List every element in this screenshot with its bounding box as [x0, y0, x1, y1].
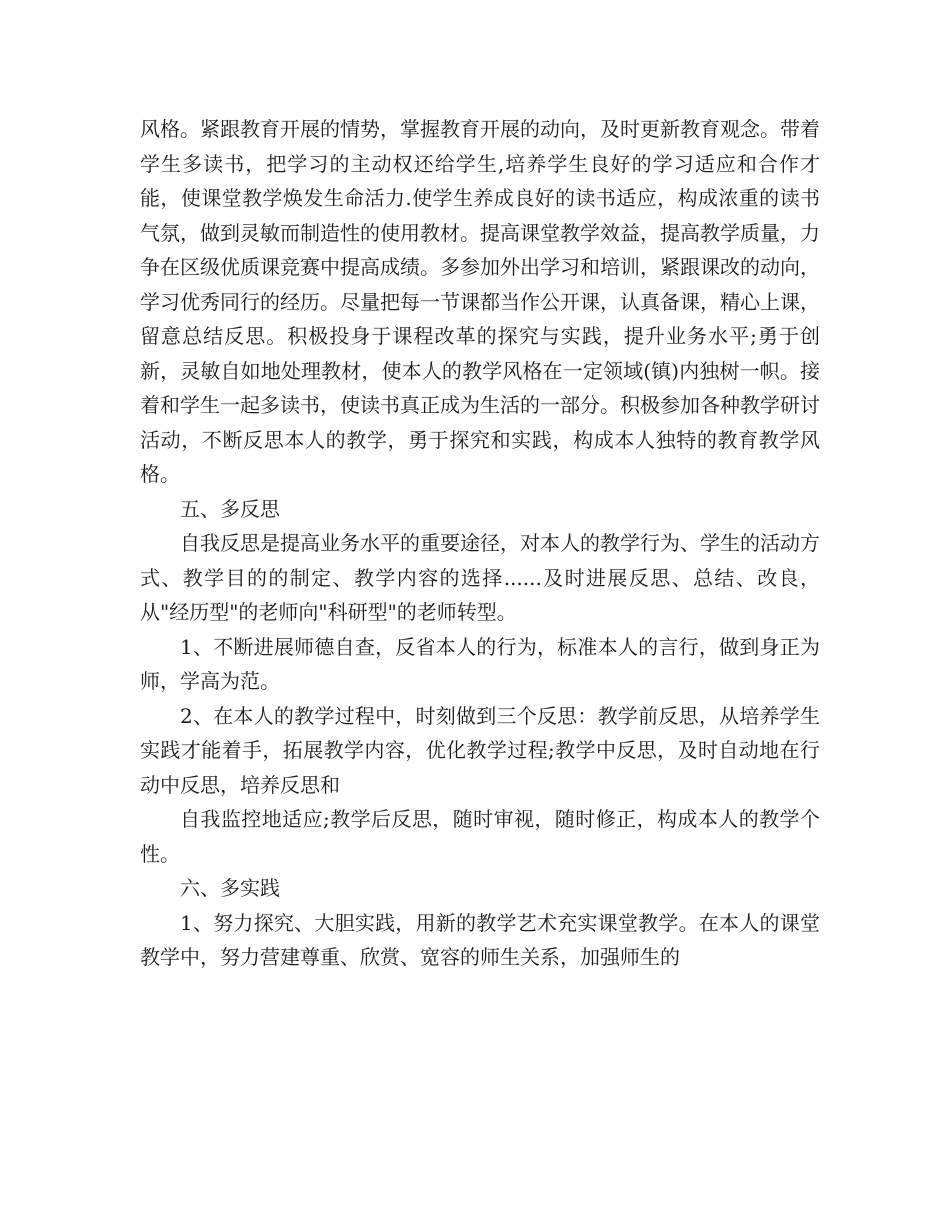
document-page [140, 112, 820, 975]
paragraph-reflect-item-2-continued: 自我监控地适应;教学后反思，随时审视，随时修正，构成本人的教学个性。 [140, 807, 820, 866]
paragraph-continued: 风格。紧跟教育开展的情势，掌握教育开展的动向，及时更新教育观念。带着学生多读书，把学习的主动权还给学生,培养学生良好的学习适应和合作才能，使课堂教学焕发生命活力.使学生养成良好的读书适应，构成浓重的读书气氛，做到灵敏而制造性的使用教材。提高课堂教学效益，提高教学质量，力争在区级优质课竞赛中提高成绩。多参加外出学习和培训，紧跟课改的动向，学习优秀同行的经历。尽量把每一节课都当作公开课，认真备课，精心上课，留意总结反思。积极投身于课程改革的探究与实践，提升业务水平;勇于创新，灵敏自如地处理教材，使本人的教学风格在一定领域(镇)内独树一帜。接着和学生一起多读书，使读书真正成为生活的一部分。积极参加各种教学研讨活动，不断反思本人的教学，勇于探究和实践，构成本人独特的教育教学风格。 [140, 117, 820, 486]
section-heading-six: 六、多实践 [180, 876, 280, 900]
paragraph-reflect-intro: 自我反思是提高业务水平的重要途径，对本人的教学行为、学生的活动方式、教学目的的制定、教学内容的选择......及时进展反思、总结、改良，从"经历型"的老师向"科研型"的老师转型。 [140, 531, 820, 624]
paragraph-reflect-item-2: 2、在本人的教学过程中，时刻做到三个反思：教学前反思，从培养学生实践才能着手，拓展教学内容，优化教学过程;教学中反思，及时自动地在行动中反思，培养反思和 [140, 703, 820, 797]
paragraph-practice-item-1: 1、努力探究、大胆实践，用新的教学艺术充实课堂教学。在本人的课堂教学中，努力营建尊重、欣赏、宽容的师生关系，加强师生的 [140, 910, 820, 969]
section-heading-five: 五、多反思 [180, 496, 280, 521]
paragraph-reflect-item-1: 1、不断进展师德自查，反省本人的行为，标准本人的言行，做到身正为师，学高为范。 [140, 634, 820, 693]
